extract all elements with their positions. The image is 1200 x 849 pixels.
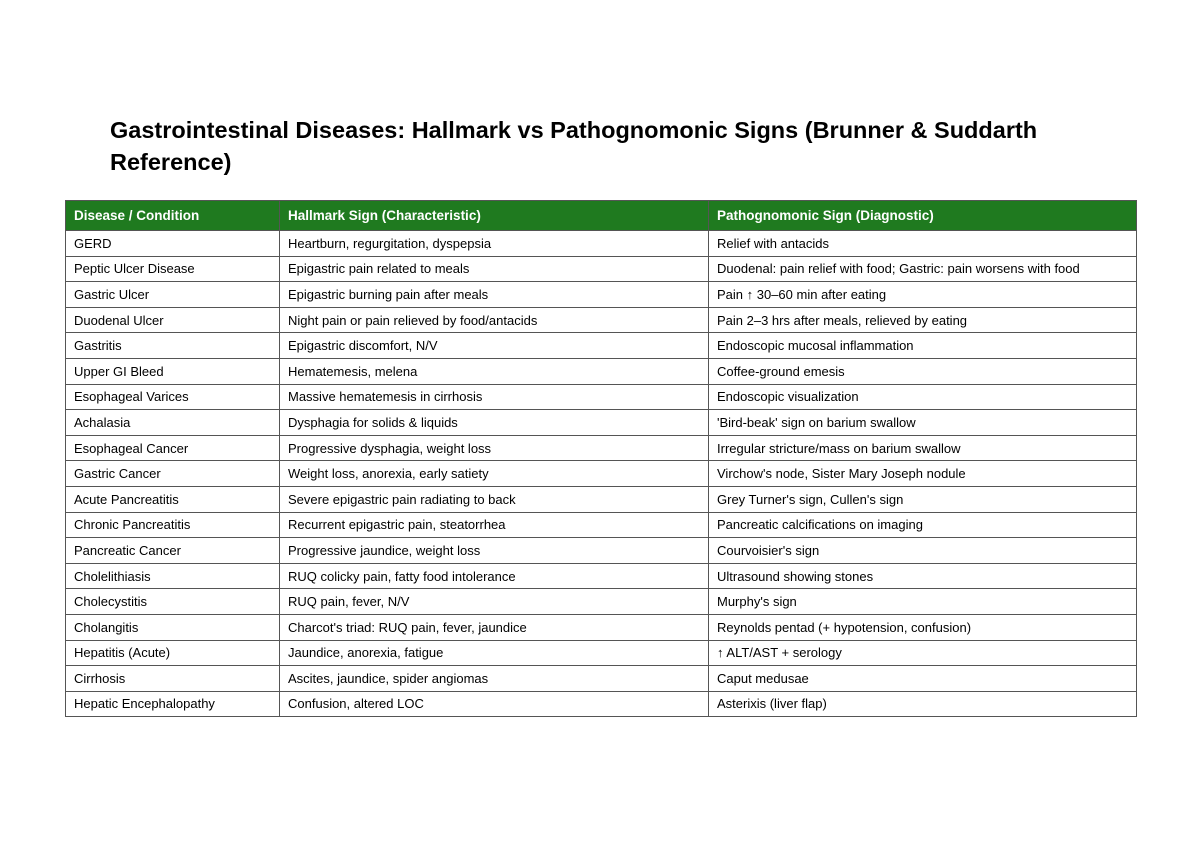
cell-disease: Hepatitis (Acute) <box>66 640 280 666</box>
cell-hallmark-sign: Epigastric pain related to meals <box>280 256 709 282</box>
header-disease: Disease / Condition <box>66 201 280 231</box>
cell-pathognomonic-sign: Pain 2–3 hrs after meals, relieved by eating <box>709 307 1137 333</box>
cell-hallmark-sign: Dysphagia for solids & liquids <box>280 410 709 436</box>
table-row <box>66 435 1137 461</box>
cell-pathognomonic-sign: Virchow's node, Sister Mary Joseph nodule <box>709 461 1137 487</box>
table-row <box>66 384 1137 410</box>
table-row <box>66 614 1137 640</box>
cell-hallmark-sign: Progressive jaundice, weight loss <box>280 538 709 564</box>
page-title: Gastrointestinal Diseases: Hallmark vs Pathognomonic Signs (Brunner & Suddarth Reference) <box>110 117 1038 175</box>
cell-pathognomonic-sign: Relief with antacids <box>709 231 1137 257</box>
cell-hallmark-sign: Severe epigastric pain radiating to back <box>280 486 709 512</box>
cell-disease: Cirrhosis <box>66 666 280 692</box>
cell-hallmark-sign: Epigastric discomfort, N/V <box>280 333 709 359</box>
cell-disease: Gastritis <box>66 333 280 359</box>
cell-hallmark-sign: RUQ pain, fever, N/V <box>280 589 709 615</box>
cell-hallmark-sign: Night pain or pain relieved by food/antacids <box>280 307 709 333</box>
cell-pathognomonic-sign: 'Bird-beak' sign on barium swallow <box>709 410 1137 436</box>
cell-disease: Hepatic Encephalopathy <box>66 691 280 717</box>
table-row <box>66 666 1137 692</box>
cell-disease: Achalasia <box>66 410 280 436</box>
cell-disease: Upper GI Bleed <box>66 358 280 384</box>
cell-pathognomonic-sign: Courvoisier's sign <box>709 538 1137 564</box>
cell-pathognomonic-sign: Irregular stricture/mass on barium swallow <box>709 435 1137 461</box>
table-row <box>66 512 1137 538</box>
cell-hallmark-sign: Confusion, altered LOC <box>280 691 709 717</box>
table-row <box>66 256 1137 282</box>
cell-hallmark-sign: Charcot's triad: RUQ pain, fever, jaundice <box>280 614 709 640</box>
header-hallmark-sign: Hallmark Sign (Characteristic) <box>280 201 709 231</box>
cell-pathognomonic-sign: Endoscopic visualization <box>709 384 1137 410</box>
cell-hallmark-sign: Progressive dysphagia, weight loss <box>280 435 709 461</box>
table-row <box>66 461 1137 487</box>
cell-disease: Cholangitis <box>66 614 280 640</box>
cell-disease: Gastric Cancer <box>66 461 280 487</box>
cell-hallmark-sign: Weight loss, anorexia, early satiety <box>280 461 709 487</box>
cell-disease: GERD <box>66 231 280 257</box>
cell-pathognomonic-sign: Murphy's sign <box>709 589 1137 615</box>
cell-pathognomonic-sign: ↑ ALT/AST + serology <box>709 640 1137 666</box>
cell-disease: Pancreatic Cancer <box>66 538 280 564</box>
table-row <box>66 538 1137 564</box>
cell-hallmark-sign: Jaundice, anorexia, fatigue <box>280 640 709 666</box>
table-row <box>66 358 1137 384</box>
table-row <box>66 486 1137 512</box>
cell-pathognomonic-sign: Coffee-ground emesis <box>709 358 1137 384</box>
cell-disease: Duodenal Ulcer <box>66 307 280 333</box>
cell-pathognomonic-sign: Grey Turner's sign, Cullen's sign <box>709 486 1137 512</box>
cell-hallmark-sign: Ascites, jaundice, spider angiomas <box>280 666 709 692</box>
table-row <box>66 410 1137 436</box>
cell-hallmark-sign: Epigastric burning pain after meals <box>280 282 709 308</box>
cell-disease: Esophageal Cancer <box>66 435 280 461</box>
cell-pathognomonic-sign: Reynolds pentad (+ hypotension, confusion) <box>709 614 1137 640</box>
table-row <box>66 282 1137 308</box>
cell-disease: Chronic Pancreatitis <box>66 512 280 538</box>
cell-disease: Esophageal Varices <box>66 384 280 410</box>
cell-pathognomonic-sign: Pain ↑ 30–60 min after eating <box>709 282 1137 308</box>
cell-hallmark-sign: Heartburn, regurgitation, dyspepsia <box>280 231 709 257</box>
table-body <box>66 231 1137 717</box>
header-pathognomonic-sign: Pathognomonic Sign (Diagnostic) <box>709 201 1137 231</box>
cell-disease: Cholelithiasis <box>66 563 280 589</box>
cell-disease: Peptic Ulcer Disease <box>66 256 280 282</box>
table-row <box>66 640 1137 666</box>
cell-disease: Acute Pancreatitis <box>66 486 280 512</box>
cell-pathognomonic-sign: Duodenal: pain relief with food; Gastric: pain worsens with food <box>709 256 1137 282</box>
cell-pathognomonic-sign: Endoscopic mucosal inflammation <box>709 333 1137 359</box>
cell-pathognomonic-sign: Pancreatic calcifications on imaging <box>709 512 1137 538</box>
cell-pathognomonic-sign: Asterixis (liver flap) <box>709 691 1137 717</box>
cell-disease: Cholecystitis <box>66 589 280 615</box>
cell-hallmark-sign: Hematemesis, melena <box>280 358 709 384</box>
table-row <box>66 231 1137 257</box>
table-row <box>66 563 1137 589</box>
cell-pathognomonic-sign: Caput medusae <box>709 666 1137 692</box>
cell-hallmark-sign: RUQ colicky pain, fatty food intolerance <box>280 563 709 589</box>
cell-disease: Gastric Ulcer <box>66 282 280 308</box>
cell-hallmark-sign: Recurrent epigastric pain, steatorrhea <box>280 512 709 538</box>
table-row <box>66 307 1137 333</box>
table-row <box>66 589 1137 615</box>
gi-signs-table <box>65 200 1137 717</box>
table-header-row <box>66 201 1137 231</box>
cell-pathognomonic-sign: Ultrasound showing stones <box>709 563 1137 589</box>
table-row <box>66 333 1137 359</box>
cell-hallmark-sign: Massive hematemesis in cirrhosis <box>280 384 709 410</box>
table-row <box>66 691 1137 717</box>
